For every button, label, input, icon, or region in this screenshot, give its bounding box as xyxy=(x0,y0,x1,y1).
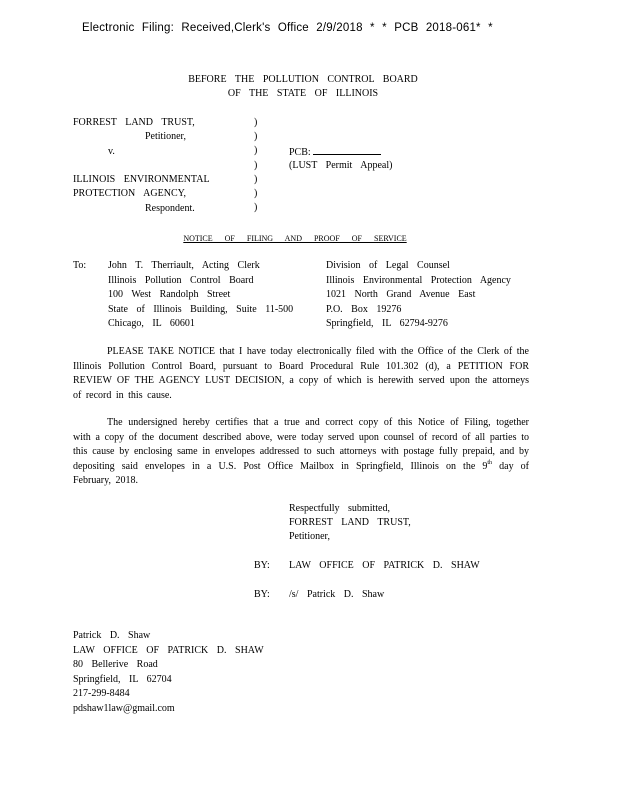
caption-respondent-line2: PROTECTION AGENCY, xyxy=(73,188,187,199)
pcb-number-blank xyxy=(313,145,381,155)
paren-2: ) xyxy=(254,131,258,143)
paren-3: ) xyxy=(254,145,258,157)
paren-5: ) xyxy=(254,173,258,185)
certificate-paragraph-text xyxy=(73,416,529,489)
attorney-phone: 217-299-8484 xyxy=(73,688,130,699)
certificate-text-before: The undersigned hereby certifies that a true and correct copy of this Notice of Filing, together with a copy of the document described above, were today served upon counsel of record of all parties to this cause by enclosing same in envelopes addressed to such attorneys with postage fully prepaid, and by depositing said envelopes in a U.S. Post Office Mailbox in Springfield, Illinois on the 9 xyxy=(73,417,529,472)
paren-4: ) xyxy=(254,159,258,171)
by-value-1: LAW OFFICE OF PATRICK D. SHAW xyxy=(289,560,480,571)
by-label-2: BY: xyxy=(254,589,270,600)
recipient-right-line: 1021 North Grand Avenue East xyxy=(326,289,476,300)
recipient-right-line: Division of Legal Counsel xyxy=(326,260,450,271)
notice-paragraph-text: PLEASE TAKE NOTICE that I have today electronically filed with the Office of the Clerk of the Illinois Pollution Control Board, pursuant to Board Procedural Rule 101.302 (d), a PETITION FOR REVIEW OF THE AGENCY LUST DECISION, a copy of which is herewith served upon the attorneys of record in this cause. xyxy=(73,346,529,401)
recipient-left xyxy=(108,259,293,332)
caption-respondent-line1: ILLINOIS ENVIRONMENTAL xyxy=(73,174,210,185)
caption-parentheses xyxy=(254,116,257,215)
attorney-firm: LAW OFFICE OF PATRICK D. SHAW xyxy=(73,644,264,656)
recipient-right-line: Springfield, IL 62794-9276 xyxy=(326,318,448,329)
attorney-street: 80 Bellerive Road xyxy=(73,659,158,670)
certificate-text-after: day of February, 2018. xyxy=(73,460,529,486)
certificate-paragraph xyxy=(73,416,529,489)
electronic-signature: /s/ Patrick D. Shaw xyxy=(289,589,385,600)
attorney-name: Patrick D. Shaw xyxy=(73,630,151,641)
attorney-email: pdshaw1law@gmail.com xyxy=(73,702,175,714)
recipient-right-line: P.O. Box 19276 xyxy=(326,303,402,315)
caption-respondent-role: Respondent. xyxy=(145,203,195,214)
attorney-city: Springfield, IL 62704 xyxy=(73,673,172,685)
to-label: To: xyxy=(73,260,87,271)
notice-title: NOTICE OF FILING AND PROOF OF SERVICE xyxy=(183,234,407,243)
caption-case-type: (LUST Permit Appeal) xyxy=(289,160,393,171)
pcb-label: PCB: xyxy=(289,147,311,158)
court-heading-line2: OF THE STATE OF ILLINOIS xyxy=(227,88,379,99)
signature-role: Petitioner, xyxy=(289,531,330,542)
caption-petitioner: FORREST LAND TRUST, xyxy=(73,117,195,128)
court-heading-line1: BEFORE THE POLLUTION CONTROL BOARD xyxy=(188,74,418,85)
recipient-left-line: John T. Therriault, Acting Clerk xyxy=(108,260,260,271)
recipient-left-line: State of Illinois Building, Suite 11-500 xyxy=(108,303,294,315)
paren-1: ) xyxy=(254,117,258,128)
by-label-1: BY: xyxy=(254,560,270,571)
signature-party: FORREST LAND TRUST, xyxy=(289,517,411,528)
filing-stamp: Electronic Filing: Received,Clerk's Office 2/9/2018 * * PCB 2018-061* * xyxy=(82,22,493,34)
recipient-left-line: Illinois Pollution Control Board xyxy=(108,274,254,286)
paren-6: ) xyxy=(254,188,258,200)
recipient-right-line: Illinois Environmental Protection Agency xyxy=(326,274,511,286)
recipient-left-line: 100 West Randolph Street xyxy=(108,289,231,300)
paren-7: ) xyxy=(254,202,258,214)
attorney-block xyxy=(73,629,264,716)
signature-closing: Respectfully submitted, xyxy=(289,503,390,514)
caption-versus: v. xyxy=(108,146,115,157)
caption-petitioner-role: Petitioner, xyxy=(145,131,186,142)
recipient-left-line: Chicago, IL 60601 xyxy=(108,318,195,329)
recipient-right xyxy=(326,259,511,332)
day-ordinal: th xyxy=(487,459,493,466)
notice-paragraph xyxy=(73,345,529,403)
